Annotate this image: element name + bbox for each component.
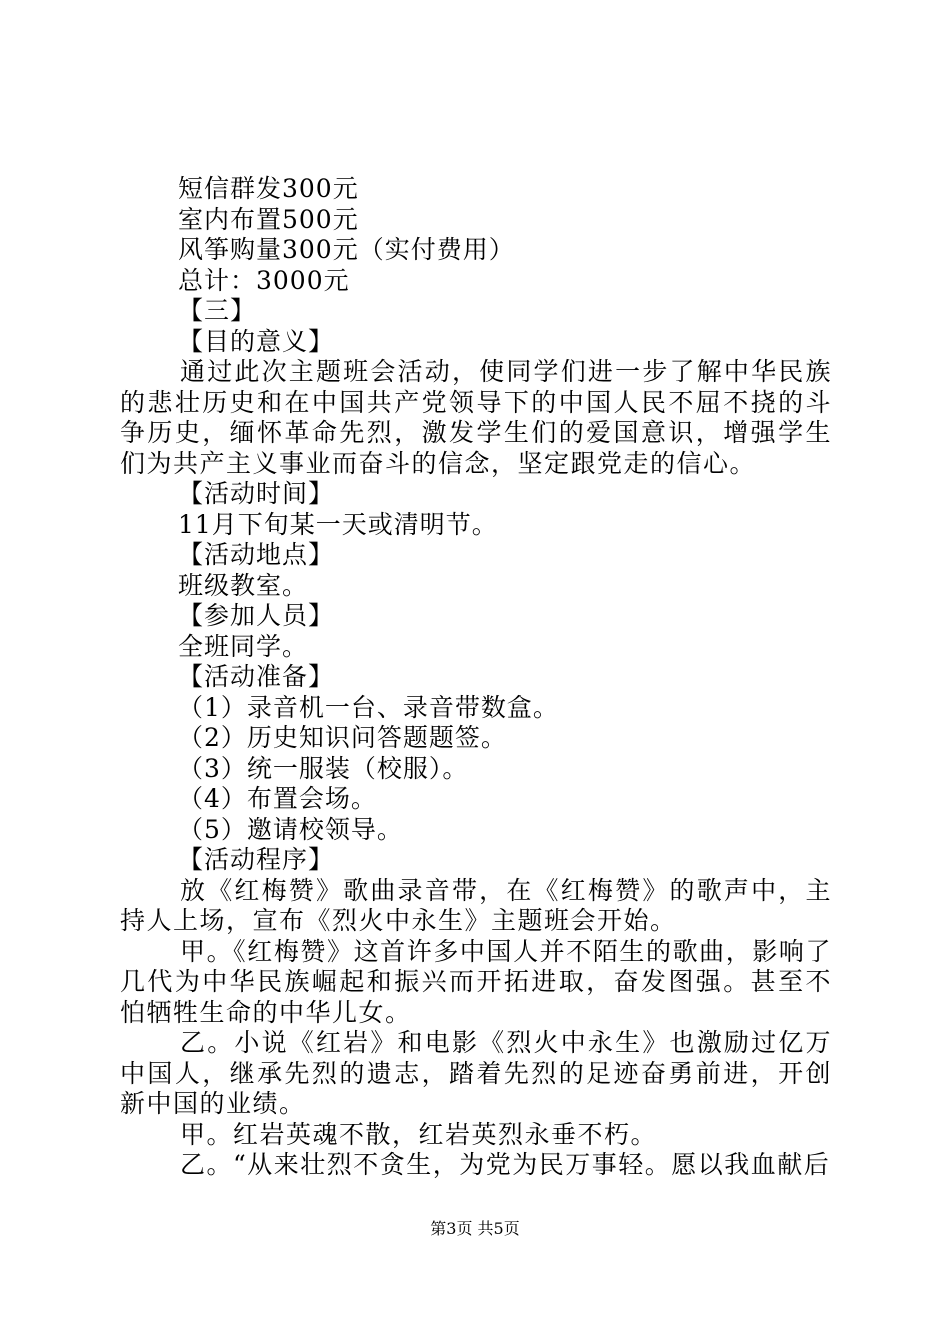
procedure-paragraph: 甲。《红梅赞》这首许多中国人并不陌生的歌曲，影响了几代为中华民族崛起和振兴而开拓进取，奋发图强。甚至不怕牺牲生命的中华儿女。	[120, 936, 832, 1027]
budget-total: 总计：3000元	[178, 265, 350, 295]
prep-item: （4）布置会场。	[178, 784, 377, 813]
prep-item: （1）录音机一台、录音带数盒。	[178, 692, 559, 722]
prep-item: （2）历史知识问答题题签。	[178, 723, 507, 752]
procedure-paragraph: 甲。红岩英魂不散，红岩英烈永垂不朽。	[180, 1119, 658, 1149]
procedure-paragraph: 放《红梅赞》歌曲录音带，在《红梅赞》的歌声中，主持人上场，宣布《烈火中永生》主题班会开始。	[120, 875, 832, 935]
people-heading: 【参加人员】	[178, 601, 335, 630]
budget-line-kites: 风筝购量300元（实付费用）	[178, 235, 515, 264]
prep-item: （3）统一服装（校服）。	[178, 753, 469, 783]
prep-heading: 【活动准备】	[178, 662, 335, 691]
prep-item: （5）邀请校领导。	[178, 814, 403, 844]
section-number: 【三】	[178, 296, 257, 325]
time-value: 11月下旬某一天或清明节。	[178, 509, 498, 539]
page-footer: 第3页 共5页	[430, 1219, 520, 1238]
budget-line-decoration: 室内布置500元	[178, 204, 359, 234]
place-value: 班级教室。	[178, 570, 309, 600]
purpose-paragraph: 通过此次主题班会活动，使同学们进一步了解中华民族的悲壮历史和在中国共产党领导下的中国人民不屈不挠的斗争历史，缅怀革命先烈，激发学生们的爱国意识，增强学生们为共产主义事业而奋斗的信念，坚定跟党走的信心。	[120, 357, 832, 478]
place-heading: 【活动地点】	[178, 540, 335, 569]
procedure-paragraph: 乙。小说《红岩》和电影《烈火中永生》也激励过亿万中国人，继承先烈的遗志，踏着先烈的足迹奋勇前进，开创新中国的业绩。	[120, 1028, 832, 1118]
budget-line-sms: 短信群发300元	[178, 174, 359, 203]
purpose-heading: 【目的意义】	[178, 326, 335, 356]
procedure-heading: 【活动程序】	[178, 845, 335, 874]
time-heading: 【活动时间】	[178, 479, 335, 508]
people-value: 全班同学。	[178, 631, 309, 661]
procedure-paragraph: 乙。“从来壮烈不贪生，为党为民万事轻。愿以我血献后	[180, 1150, 831, 1179]
document-body	[120, 174, 832, 1181]
